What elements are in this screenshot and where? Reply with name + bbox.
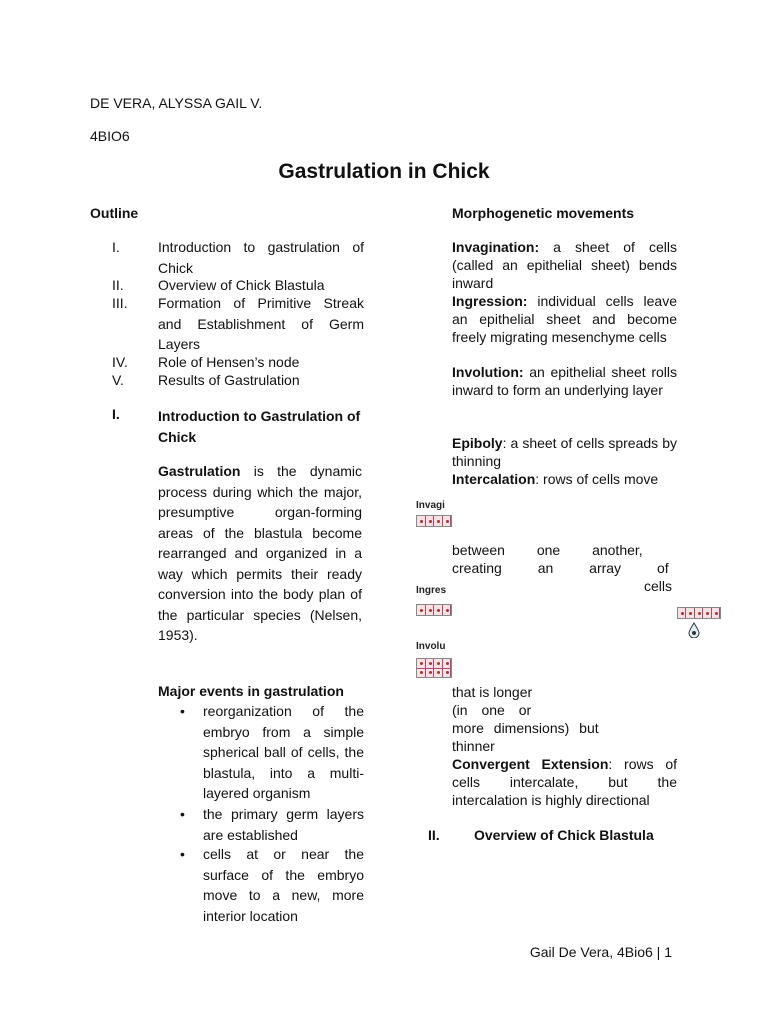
text-line: more dimensions) but (452, 720, 599, 736)
figure-label-invagination: Invagi (416, 500, 445, 511)
outline-label: Overview of Chick Blastula (158, 277, 325, 293)
text-line (452, 559, 677, 577)
term-convergent-extension: Convergent Extension (452, 756, 609, 772)
ingression-paragraph (452, 292, 677, 346)
bullet-text: cells at or near the surface of the embryo move to a new, more interior location (203, 846, 364, 924)
intercalation-continued (452, 541, 677, 595)
text-line: that is longer (452, 684, 533, 700)
page-footer: Gail De Vera, 4Bio6 | 1 (529, 944, 672, 960)
class-section: 4BIO6 (90, 128, 130, 144)
section-heading: Introduction to Gastrulation of Chick (158, 408, 361, 445)
term-invagination: Invagination: (452, 239, 540, 255)
outline-number: V. (112, 372, 124, 388)
outline-label: Results of Gastrulation (158, 372, 300, 388)
epiboly-text: : a sheet of cells spreads by thinning (452, 435, 677, 469)
section-number: II. (428, 827, 440, 843)
text-line (452, 577, 677, 595)
text-line-content: cells (643, 578, 672, 594)
text-line: (in one or (452, 702, 532, 718)
term-intercalation: Intercalation (452, 471, 536, 487)
text-line (452, 541, 677, 559)
morpho-heading: Morphogenetic movements (452, 205, 635, 221)
outline-number: II. (112, 277, 124, 293)
intercalation-paragraph (452, 470, 677, 488)
section-heading: Overview of Chick Blastula (474, 827, 654, 843)
invagination-paragraph (452, 238, 677, 292)
migrating-cell-icon (687, 622, 701, 638)
text-line-content: creating an array of (452, 560, 669, 576)
events-heading: Major events in gastrulation (158, 683, 344, 699)
cell-sheet-figure (416, 604, 452, 616)
cell-sheet-figure (416, 515, 452, 527)
involution-text: an epithelial sheet rolls inward to form an underlying layer (452, 364, 677, 398)
term-involution: Involution: (452, 364, 524, 380)
outline-number: I. (112, 239, 120, 255)
cell-sheet-figure (416, 658, 452, 678)
section-number: I. (112, 406, 120, 422)
convergent-extension-text: : rows of cells intercalate, but the intercalation is highly directional (452, 756, 677, 808)
definition-text: is the dynamic process during which the major, presumptive organ-forming areas of the blastula become rearranged and organized in a way which permits their ready conversion into the body plan of the particular species (Nelsen, 1953). (158, 463, 362, 643)
intercalation-result (452, 683, 677, 755)
cell-sheet-figure (677, 607, 721, 619)
text-line-content: between one another, (452, 542, 643, 558)
involution-paragraph (452, 363, 677, 399)
convergent-extension-paragraph (452, 755, 677, 809)
bullet-icon: • (180, 703, 185, 719)
outline-number: IV. (112, 354, 128, 370)
gastrulation-definition (158, 461, 362, 646)
text-line: thinner (452, 738, 495, 754)
outline-label: Introduction to gastrulation of Chick (158, 239, 364, 276)
document-title: Gastrulation in Chick (278, 160, 490, 183)
bullet-icon: • (180, 846, 185, 862)
term-ingression: Ingression: (452, 293, 528, 309)
outline-label: Role of Hensen’s node (158, 354, 300, 370)
author-name: DE VERA, ALYSSA GAIL V. (90, 95, 263, 111)
bullet-icon: • (180, 806, 185, 822)
invagination-text: a sheet of cells (called an epithelial sheet) bends inward (452, 239, 677, 291)
bullet-text: reorganization of the embryo from a simple spherical ball of cells, the blastula, into a multi-layered organism (203, 703, 364, 801)
intercalation-text: : rows of cells move (535, 471, 659, 487)
term-epiboly: Epiboly (452, 435, 503, 451)
outline-heading: Outline (90, 205, 139, 221)
ingression-text: individual cells leave an epithelial sheet and become freely migrating mesenchyme cells (452, 293, 677, 345)
figure-label-ingression: Ingres (416, 585, 447, 596)
epiboly-paragraph (452, 434, 677, 470)
bullet-text: the primary germ layers are established (203, 806, 364, 843)
term-gastrulation: Gastrulation (158, 463, 241, 479)
outline-label: Formation of Primitive Streak and Establishment of Germ Layers (158, 295, 364, 352)
figure-label-involution: Involu (416, 641, 446, 652)
outline-number: III. (112, 295, 128, 311)
